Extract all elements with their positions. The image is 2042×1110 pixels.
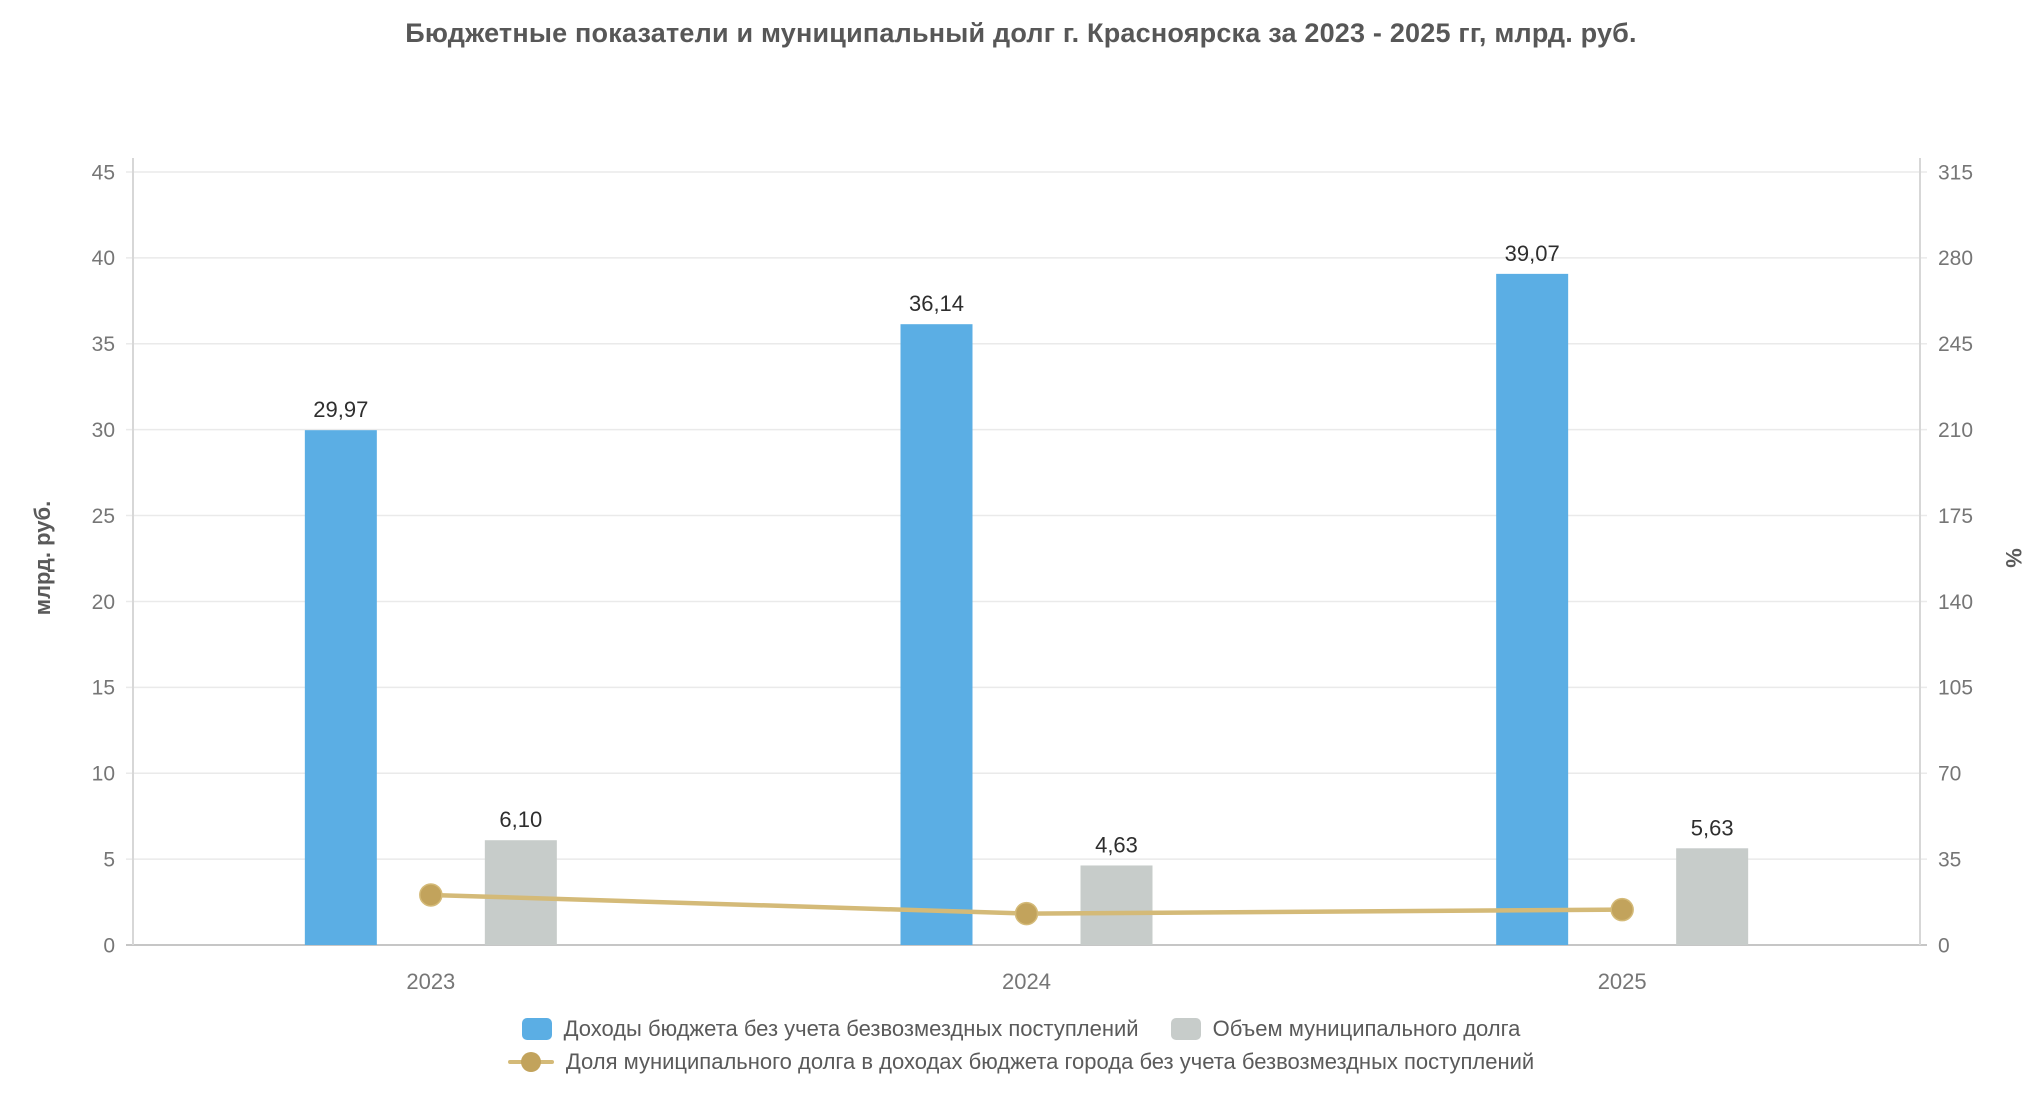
left-axis-tick-label: 10 xyxy=(91,762,115,786)
debt-bar[interactable] xyxy=(1081,865,1153,945)
legend-item-revenue[interactable] xyxy=(522,1016,1139,1042)
right-axis-tick-label: 210 xyxy=(1938,419,1974,443)
right-axis-tick-label: 35 xyxy=(1938,848,1962,872)
line-with-dot-marker-icon xyxy=(508,1051,554,1073)
legend-item-debt[interactable] xyxy=(1171,1016,1521,1042)
bar-value-label: 4,63 xyxy=(1095,832,1138,858)
left-axis-tick-label: 30 xyxy=(91,419,115,443)
chart-title: Бюджетные показатели и муниципальный долг г. Красноярска за 2023 - 2025 гг, млрд. руб. xyxy=(405,18,1637,48)
revenue-bar[interactable] xyxy=(1496,274,1568,945)
bar-value-label: 5,63 xyxy=(1690,815,1734,841)
right-axis-tick-label: 70 xyxy=(1938,762,1962,786)
revenue-series-swatch-icon xyxy=(522,1018,552,1040)
debt-share-point[interactable] xyxy=(1611,899,1633,921)
right-axis-tick-label: 280 xyxy=(1938,247,1974,271)
left-axis-tick-label: 35 xyxy=(91,333,115,357)
right-axis-tick-label: 105 xyxy=(1938,676,1974,700)
bar-value-label: 36,14 xyxy=(908,291,965,317)
category-label: 2025 xyxy=(1597,969,1647,994)
bar-value-label: 39,07 xyxy=(1504,240,1560,266)
debt-share-point[interactable] xyxy=(1016,903,1038,925)
right-axis-tick-label: 0 xyxy=(1938,934,1950,958)
right-axis-tick-label: 245 xyxy=(1938,333,1974,357)
legend-dot-icon xyxy=(521,1052,541,1072)
legend-item-debt-share[interactable] xyxy=(508,1049,1534,1075)
category-label: 2023 xyxy=(406,969,456,994)
legend-label-debt-share: Доля муниципального долга в доходах бюджета города без учета безвозмездных поступлений xyxy=(565,1049,1535,1074)
legend xyxy=(0,1016,2042,1075)
right-axis-tick-label: 140 xyxy=(1938,590,1974,614)
debt-series-swatch-icon xyxy=(1171,1018,1201,1040)
bar-value-label: 6,10 xyxy=(499,807,543,833)
left-axis-tick-label: 0 xyxy=(103,934,115,958)
chart-plot-area xyxy=(0,100,2042,1010)
left-axis-tick-label: 25 xyxy=(91,504,115,528)
left-axis-tick-label: 40 xyxy=(91,247,115,271)
right-axis-title: % xyxy=(2001,548,2026,568)
legend-label-revenue: Доходы бюджета без учета безвозмездных поступлений xyxy=(563,1016,1139,1041)
revenue-bar[interactable] xyxy=(901,324,973,945)
left-axis-tick-label: 45 xyxy=(91,161,115,185)
left-axis-tick-label: 20 xyxy=(91,590,115,614)
left-axis-tick-label: 5 xyxy=(103,848,115,872)
right-axis-tick-label: 175 xyxy=(1938,504,1974,528)
debt-share-point[interactable] xyxy=(420,884,442,906)
legend-row-2 xyxy=(508,1049,1534,1075)
debt-bar[interactable] xyxy=(485,840,557,945)
legend-label-debt: Объем муниципального долга xyxy=(1212,1016,1521,1041)
category-label: 2024 xyxy=(1002,969,1051,994)
revenue-bar[interactable] xyxy=(305,430,377,945)
bar-value-label: 29,97 xyxy=(313,397,369,423)
right-axis-tick-label: 315 xyxy=(1938,161,1974,185)
left-axis-title: млрд. руб. xyxy=(30,500,55,616)
left-axis-tick-label: 15 xyxy=(91,676,115,700)
legend-row-1 xyxy=(522,1016,1521,1042)
debt-bar[interactable] xyxy=(1676,848,1748,945)
